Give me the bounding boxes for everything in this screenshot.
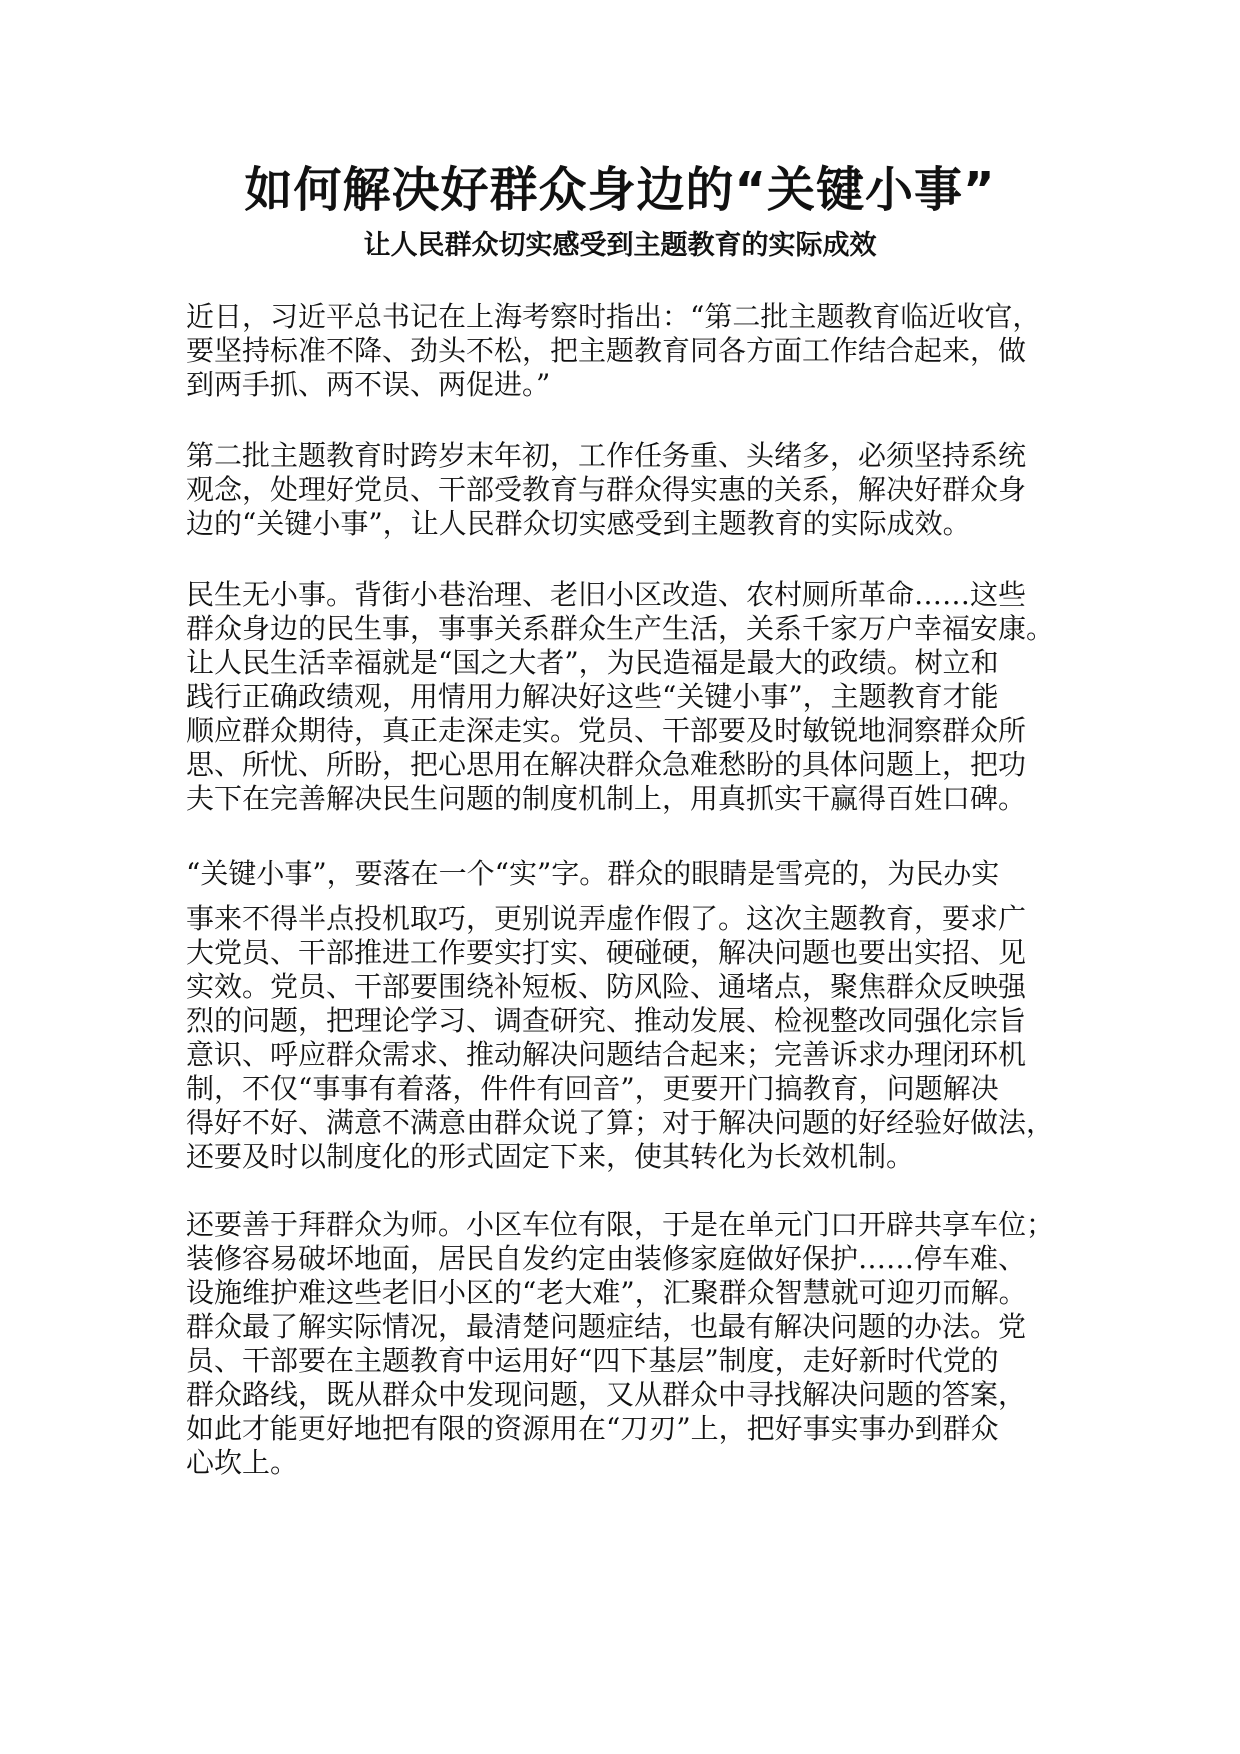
paragraph-line: 实效。党员、干部要围绕补短板、防风险、通堵点，聚焦群众反映强 [186, 970, 1027, 1003]
page-title: 如何解决好群众身边的“关键小事” [244, 162, 996, 218]
paragraph-line: 让人民生活幸福就是“国之大者”，为民造福是最大的政绩。树立和 [186, 646, 999, 679]
paragraph-line: 观念，处理好党员、干部受教育与群众得实惠的关系，解决好群众身 [186, 473, 1027, 506]
paragraph-line: 践行正确政绩观，用情用力解决好这些“关键小事”，主题教育才能 [186, 680, 999, 713]
paragraph-line: 意识、呼应群众需求、推动解决问题结合起来；完善诉求办理闭环机 [186, 1038, 1027, 1071]
paragraph-line: 第二批主题教育时跨岁末年初，工作任务重、头绪多，必须坚持系统 [186, 439, 1027, 472]
paragraph-line: 事来不得半点投机取巧，更别说弄虚作假了。这次主题教育，要求广 [186, 902, 1027, 935]
paragraph-line: 近日，习近平总书记在上海考察时指出：“第二批主题教育临近收官， [186, 300, 1041, 333]
paragraph-line: “关键小事”，要落在一个“实”字。群众的眼睛是雪亮的，为民办实 [186, 857, 1000, 890]
paragraph-5 [186, 902, 1056, 1174]
paragraph-line: 装修容易破坏地面，居民自发约定由装修家庭做好保护……停车难、 [186, 1242, 1027, 1275]
paragraph-line: 大党员、干部推进工作要实打实、硬碰硬，解决问题也要出实招、见 [186, 936, 1027, 969]
paragraph-line: 民生无小事。背街小巷治理、老旧小区改造、农村厕所革命……这些 [186, 578, 1027, 611]
paragraph-3 [186, 578, 1056, 816]
paragraph-line: 到两手抓、两不误、两促进。” [186, 368, 551, 401]
paragraph-4 [186, 857, 1056, 891]
paragraph-line: 烈的问题，把理论学习、调查研究、推动发展、检视整改同强化宗旨 [186, 1004, 1027, 1037]
paragraph-2 [186, 439, 1056, 541]
paragraph-line: 群众身边的民生事，事事关系群众生产生活，关系千家万户幸福安康。 [186, 612, 1055, 645]
paragraph-line: 边的“关键小事”，让人民群众切实感受到主题教育的实际成效。 [186, 507, 971, 540]
paragraph-line: 群众路线，既从群众中发现问题，又从群众中寻找解决问题的答案， [186, 1378, 1027, 1411]
paragraph-line: 得好不好、满意不满意由群众说了算；对于解决问题的好经验好做法， [186, 1106, 1055, 1139]
paragraph-line: 还要及时以制度化的形式固定下来，使其转化为长效机制。 [186, 1140, 915, 1173]
page-subtitle: 让人民群众切实感受到主题教育的实际成效 [363, 230, 877, 261]
paragraph-line: 制，不仅“事事有着落，件件有回音”，更要开门搞教育，问题解决 [186, 1072, 999, 1105]
paragraph-line: 顺应群众期待，真正走深走实。党员、干部要及时敏锐地洞察群众所 [186, 714, 1027, 747]
paragraph-line: 要坚持标准不降、劲头不松，把主题教育同各方面工作结合起来，做 [186, 334, 1027, 367]
paragraph-line: 还要善于拜群众为师。小区车位有限，于是在单元门口开辟共享车位； [186, 1208, 1055, 1241]
paragraph-line: 群众最了解实际情况，最清楚问题症结，也最有解决问题的办法。党 [186, 1310, 1027, 1343]
paragraph-line: 如此才能更好地把有限的资源用在“刀刃”上，把好事实事办到群众 [186, 1412, 999, 1445]
paragraph-6 [186, 1208, 1056, 1480]
paragraph-line: 夫下在完善解决民生问题的制度机制上，用真抓实干赢得百姓口碑。 [186, 782, 1027, 815]
paragraph-line: 思、所忧、所盼，把心思用在解决群众急难愁盼的具体问题上，把功 [186, 748, 1027, 781]
paragraph-1 [186, 300, 1056, 402]
paragraph-line: 员、干部要在主题教育中运用好“四下基层”制度，走好新时代党的 [186, 1344, 999, 1377]
paragraph-line: 心坎上。 [186, 1446, 299, 1479]
paragraph-line: 设施维护难这些老旧小区的“老大难”，汇聚群众智慧就可迎刃而解。 [186, 1276, 1027, 1309]
